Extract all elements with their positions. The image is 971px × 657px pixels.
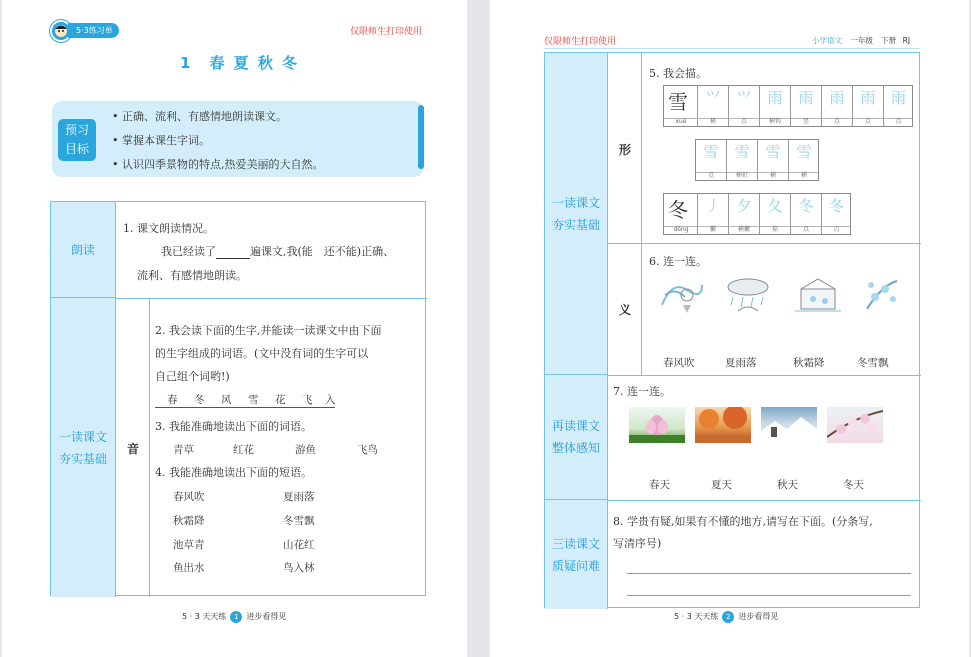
guide-char: ⺍ [736,89,752,107]
sketch-rain-icon[interactable] [723,275,773,315]
guide-char: 雪 [703,143,719,161]
guide-char: 雪 [734,143,750,161]
goal-item-text: 掌握本课生字词。 [122,134,210,147]
guide-char: 雨 [829,89,845,107]
divider [149,298,150,597]
reading-header-text: 朗读 [70,242,95,257]
goal-label [58,119,96,161]
badge-label: 5·3练习单 [68,23,119,38]
stroke-label: 点 [833,226,840,233]
divider [607,500,921,501]
char: 飞 [302,394,313,406]
divider [115,298,427,299]
char: 冬 [194,394,205,406]
stroke-label: 点 [864,118,871,125]
tracing-grid-dong[interactable] [663,193,851,235]
grid-cell [729,86,760,126]
blank-line[interactable] [216,249,250,259]
grid-cell [789,140,819,180]
basics-header [51,298,115,597]
word: 红花 [233,444,254,456]
footer-suffix: 进步看得见 [738,612,779,621]
stroke-label: 点 [802,226,809,233]
footer-suffix: 进步看得见 [246,612,287,621]
word: 飞鸟 [357,444,378,456]
section2-header-line1: 再读课文 [551,419,600,433]
divider [115,202,116,597]
q1-line2: 流利、有感情地朗读。 [137,269,247,282]
stroke-label: 点 [833,118,840,125]
grid-cell [884,86,913,126]
divider [641,53,642,375]
grid-cell [696,140,727,180]
page-number: 2 [722,611,734,623]
sketch-wind-icon[interactable] [657,275,707,315]
watermark: 仅限师生打印使用 [544,37,617,47]
divider [607,243,921,244]
q6-title: 6. 连一连。 [649,255,707,268]
season-label: 秋天 [777,479,798,491]
badge [50,20,130,40]
goal-item-text: 正确、流利、有感情地朗读课文。 [122,110,287,123]
stroke-label: 横钩 [768,118,781,125]
stroke-label: 横折 [735,172,748,179]
phrase: 鱼出水 [173,562,205,574]
grid-cell [727,140,758,180]
goal-box [52,101,424,177]
q3-title: 3. 我能准确地读出下面的词语。 [155,420,312,433]
season-photo-snow[interactable] [761,407,817,443]
sketch-frost-icon[interactable] [793,275,843,315]
section2-header [545,375,607,500]
goal-label-line2: 目标 [64,142,89,156]
section3-header [545,500,607,609]
phrase: 山花红 [283,539,315,551]
char: 入 [325,394,336,406]
stroke-label: 点 [895,118,902,125]
guide-char: 夂 [767,197,783,215]
q1-line1-a: 我已经读了 [161,245,216,258]
char: 春 [167,394,178,406]
stroke-label: 点 [707,172,714,179]
footer-prefix: 5 · 3 天天练 [182,612,227,621]
sketch-snow-icon[interactable] [857,275,907,315]
section2-header-line2: 整体感知 [551,441,600,455]
section3-header-line1: 三读课文 [551,536,600,551]
guide-char: 雨 [767,89,783,107]
phrase: 池草青 [173,539,205,551]
section1-header [545,53,607,375]
reading-header [51,202,115,298]
phrase: 夏雨落 [283,491,315,503]
header-grade: 一年级 [850,36,873,45]
grid-cell [760,86,791,126]
season-photo-autumn[interactable] [695,407,751,443]
grid-cell [791,194,822,234]
page-number: 1 [230,611,242,623]
q1-line1-b: 遍课文,我(能 还不能)正确、 [250,245,395,258]
goal-item-text: 认识四季景物的特点,热爱美丽的大自然。 [122,158,324,171]
phrase: 春风吹 [663,357,695,369]
guide-char: 雨 [798,89,814,107]
season-photo-lotus[interactable] [629,407,685,443]
sub-header-sound: 音 [127,442,140,456]
basics-header-line1: 一读课文 [58,429,107,444]
stroke-label: 点 [740,118,747,125]
grid-cell [853,86,884,126]
season-photo-blossom[interactable] [827,407,883,443]
guide-char: 冬 [828,197,844,215]
footer [182,611,286,623]
section1-header-line2: 夯实基础 [551,217,600,232]
goal-label-line1: 预习 [64,123,89,137]
q8-line1: 8. 学贵有疑,如果有不懂的地方,请写在下面。(分条写, [613,515,873,528]
guide-char: 雨 [860,89,876,107]
phrase: 鸟入林 [283,562,315,574]
phrase: 春风吹 [173,491,205,503]
guide-char: ⺍ [705,89,721,107]
season-label: 春天 [649,479,670,491]
q2-line: 的生字组成的词语。(文中没有词的生字可以 [155,347,369,360]
q5-title: 5. 我会描。 [649,67,707,80]
guide-char: 雨 [890,89,906,107]
section3-header-line2: 质疑问难 [551,558,600,573]
grid-cell [791,86,822,126]
lesson-title: 1 春 夏 秋 冬 [179,54,300,72]
exercise-table [50,201,426,596]
guide-char: 丿 [705,197,721,215]
sub-header-meaning: 义 [619,303,632,317]
pinyin-dong: dōng [673,226,689,233]
char: 雪 [248,394,259,406]
char: 风 [221,394,232,406]
grid-cell [758,140,789,180]
stroke-label: 横 [769,172,776,179]
stroke-label: 横撇 [737,226,750,233]
footer [674,611,778,623]
section1-header-line1: 一读课文 [551,195,600,210]
q7-title: 7. 连一连。 [613,385,671,398]
q1-title: 1. 课文朗读情况。 [123,222,214,235]
model-char-xue: 雪 [668,90,688,114]
goal-accent-bar [418,105,424,169]
answer-line[interactable] [627,595,911,596]
divider [607,53,608,609]
phrase: 秋霜降 [173,515,205,527]
grid-cell [698,194,729,234]
q1-line1 [161,243,394,259]
phrase: 秋霜降 [793,357,825,369]
header-rule [544,48,920,49]
guide-char: 雪 [765,143,781,161]
goal-item: • 正确、流利、有感情地朗读课文。 [112,110,287,123]
guide-char: 雪 [796,143,812,161]
q4-title: 4. 我能准确地读出下面的短语。 [155,466,312,479]
exercise-table [544,52,920,608]
guide-char: 夕 [736,197,752,215]
right-page [490,0,969,657]
grid-cell [698,86,729,126]
grid-cell [822,86,853,126]
stroke-label: 捺 [771,226,778,233]
sub-header-form: 形 [619,143,632,157]
header-term: 下册 [881,36,897,45]
tracing-grid-xue-row2[interactable] [695,139,819,181]
footer-prefix: 5 · 3 天天练 [674,612,719,621]
phrase: 冬雪飘 [857,357,889,369]
grid-cell [822,194,851,234]
char: 花 [275,394,286,406]
watermark: 仅限师生打印使用 [350,27,423,37]
stroke-label: 横 [800,172,807,179]
stroke-label: 横 [709,118,716,125]
guide-char: 冬 [798,197,814,215]
header-subject: 小学语文 [812,36,842,45]
stroke-label: 竖 [802,118,809,125]
answer-line[interactable] [627,573,911,574]
q2-line: 自己组个词哟!) [155,370,230,383]
basics-header-line2: 夯实基础 [58,451,107,466]
q2-line: 2. 我会读下面的生字,并能读一读课文中由下面 [155,324,382,337]
pinyin-xue: xuě [675,118,687,125]
phrase: 冬雪飘 [283,515,315,527]
q8-line2: 写清序号) [613,537,662,550]
header-edition: RJ [902,36,911,45]
divider [607,375,921,376]
char-row [155,392,335,408]
grid-cell [760,194,791,234]
left-page [2,0,467,657]
tracing-grid-xue-row1[interactable] [663,85,913,127]
word: 游鱼 [295,444,316,456]
season-label: 冬天 [843,479,864,491]
word: 青草 [173,444,194,456]
model-char-dong: 冬 [668,198,688,222]
season-label: 夏天 [711,479,732,491]
goal-item: • 认识四季景物的特点,热爱美丽的大自然。 [112,158,324,171]
goal-item: • 掌握本课生字词。 [112,134,210,147]
stroke-label: 撇 [709,226,716,233]
grid-cell [729,194,760,234]
phrase: 夏雨落 [725,357,757,369]
running-header [812,35,910,46]
